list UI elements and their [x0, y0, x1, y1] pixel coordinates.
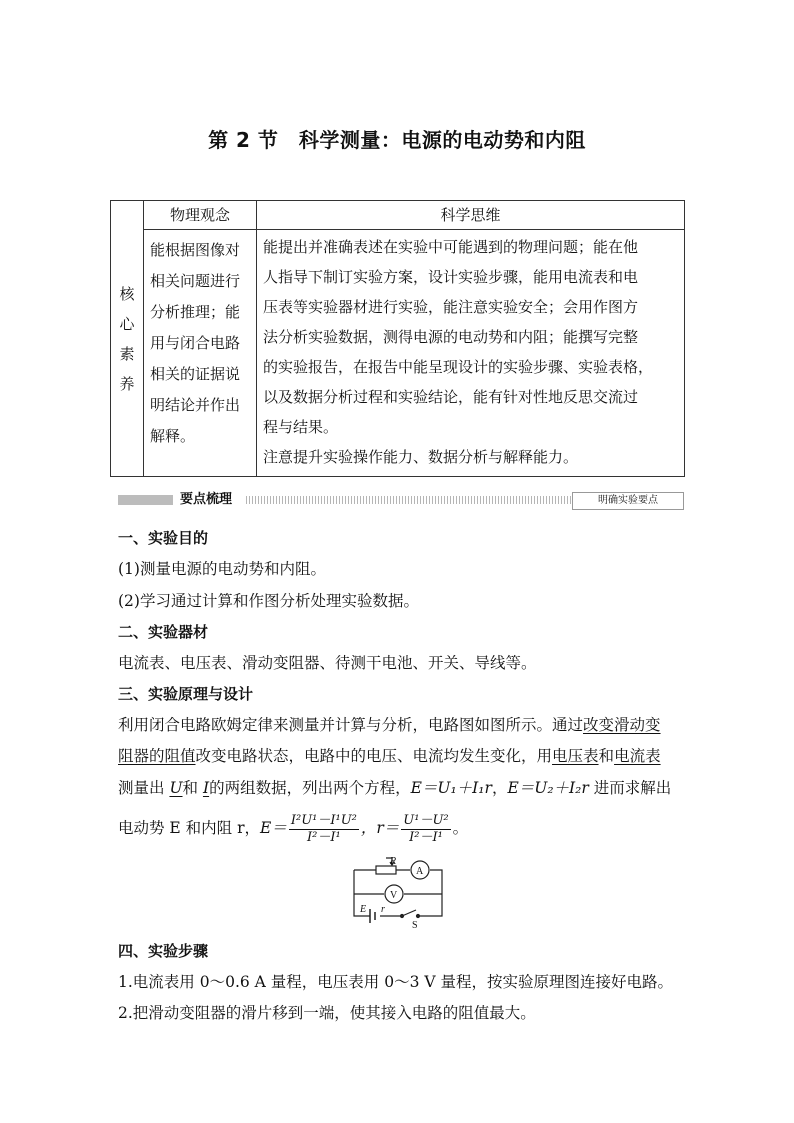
frac-num: I²U¹－I¹U²: [290, 812, 357, 828]
bar-lead-block: [118, 495, 173, 505]
heading-equipment: 二、实验器材: [118, 623, 209, 641]
text: 。: [452, 819, 469, 837]
cell-line: 相关问题进行: [150, 272, 241, 290]
bar-hatch: [246, 496, 572, 504]
cell-line: 相关的证据说: [150, 365, 241, 383]
cell-line: 能提出并准确表述在实验中可能遇到的物理问题；能在他: [263, 238, 639, 256]
principle-line-2: [118, 746, 661, 766]
text: 改变电路状态，电路中的电压、电流均发生变化，用: [195, 747, 553, 765]
wire: [354, 870, 442, 916]
frac-num: U¹－U²: [403, 812, 449, 828]
cell-line: 以及数据分析过程和实验结论，能有针对性地反思交流过: [263, 388, 639, 406]
scientific-thinking-cell: [257, 230, 685, 477]
cell-line: 解释。: [150, 427, 196, 445]
text: 和: [182, 779, 203, 797]
text: ，: [491, 779, 508, 797]
section-bar-tag: 明确实验要点: [572, 492, 684, 510]
label-E: E: [360, 904, 367, 915]
label-S: S: [412, 920, 418, 931]
text: 测量出: [118, 779, 170, 797]
cell-line: 程与结果。: [263, 418, 339, 436]
switch-node: [401, 915, 404, 918]
page-title: 第 2 节 科学测量：电源的电动势和内阻: [208, 128, 586, 152]
frac-den: I²－I¹: [307, 829, 341, 845]
principle-line-3: [118, 778, 671, 798]
cell-line: 法分析实验数据，测得电源的电动势和内阻；能撰写完整: [263, 328, 639, 346]
purpose-item: (1)测量电源的电动势和内阻。: [118, 560, 326, 578]
physics-concept-cell: [144, 230, 257, 477]
symbol-I: I: [202, 779, 210, 797]
resistor-icon: [376, 866, 396, 874]
side-char: 核: [119, 284, 135, 303]
text: 利用闭合电路欧姆定律来测量并计算与分析，电路图如图所示。通过: [118, 716, 584, 734]
cell-line: 注意提升实验操作能力、数据分析与解释能力。: [263, 448, 579, 466]
heading-steps: 四、实验步骤: [118, 942, 209, 960]
equation-2: E＝U₂＋I₂r: [507, 779, 589, 797]
section-bar: [118, 491, 684, 509]
text: 电动势 E 和内阻 r，: [118, 819, 261, 837]
cell-line: 压表等实验器材进行实验，能注意实验安全；会用作图方: [263, 298, 639, 316]
section-bar-label: 要点梳理: [180, 492, 233, 507]
battery-icon: [370, 909, 375, 923]
equation-1: E＝U₁＋I₁r: [410, 779, 492, 797]
circuit-diagram: [348, 854, 448, 932]
header-physics-concept: 物理观念: [144, 201, 257, 230]
label-A: A: [416, 866, 424, 877]
cell-line: 用与闭合电路: [150, 334, 241, 352]
cell-line: 人指导下制订实验方案，设计实验步骤，能用电流表和电: [263, 268, 639, 286]
fraction-E: [289, 813, 359, 846]
text: 和: [598, 747, 615, 765]
header-scientific-thinking: 科学思维: [257, 201, 685, 230]
underlined-text: 改变滑动变: [583, 716, 661, 734]
underlined-text: 电压表: [552, 747, 599, 765]
step-item: 2.把滑动变阻器的滑片移到一端，使其接入电路的阻值最大。: [118, 1004, 536, 1022]
switch-icon: [402, 910, 416, 916]
text: E＝: [260, 819, 287, 837]
label-V: V: [390, 890, 398, 901]
side-char: 素: [119, 344, 135, 363]
side-char: 心: [119, 314, 135, 333]
frac-den: I²－I¹: [409, 829, 443, 845]
text: ，r＝: [360, 819, 400, 837]
cell-line: 能根据图像对: [150, 241, 241, 259]
heading-principle: 三、实验原理与设计: [118, 685, 254, 703]
heading-purpose: 一、实验目的: [118, 529, 209, 547]
label-r: r: [381, 904, 385, 915]
label-R: R: [390, 856, 397, 867]
side-char: 养: [119, 374, 135, 393]
text: 的两组数据，列出两个方程，: [209, 779, 411, 797]
underlined-text: 阻器的阻值: [118, 747, 196, 765]
equipment-text: 电流表、电压表、滑动变阻器、待测干电池、开关、导线等。: [118, 654, 537, 672]
text: 进而求解出: [588, 779, 672, 797]
cell-line: 分析推理；能: [150, 303, 241, 321]
switch-node: [417, 915, 420, 918]
principle-line-4: [118, 812, 468, 846]
step-item: 1.电流表用 0～0.6 A 量程，电压表用 0～3 V 量程，按实验原理图连接好电路。: [118, 973, 673, 991]
principle-line-1: [118, 715, 661, 735]
symbol-U: U: [169, 779, 183, 797]
underlined-text: 电流表: [614, 747, 661, 765]
core-literacy-table: [110, 200, 685, 477]
cell-line: 的实验报告，在报告中能呈现设计的实验步骤、实验表格，: [263, 358, 654, 376]
core-literacy-label: [111, 201, 144, 477]
fraction-r: [401, 813, 450, 846]
cell-line: 明结论并作出: [150, 396, 241, 414]
purpose-item: (2)学习通过计算和作图分析处理实验数据。: [118, 592, 419, 610]
